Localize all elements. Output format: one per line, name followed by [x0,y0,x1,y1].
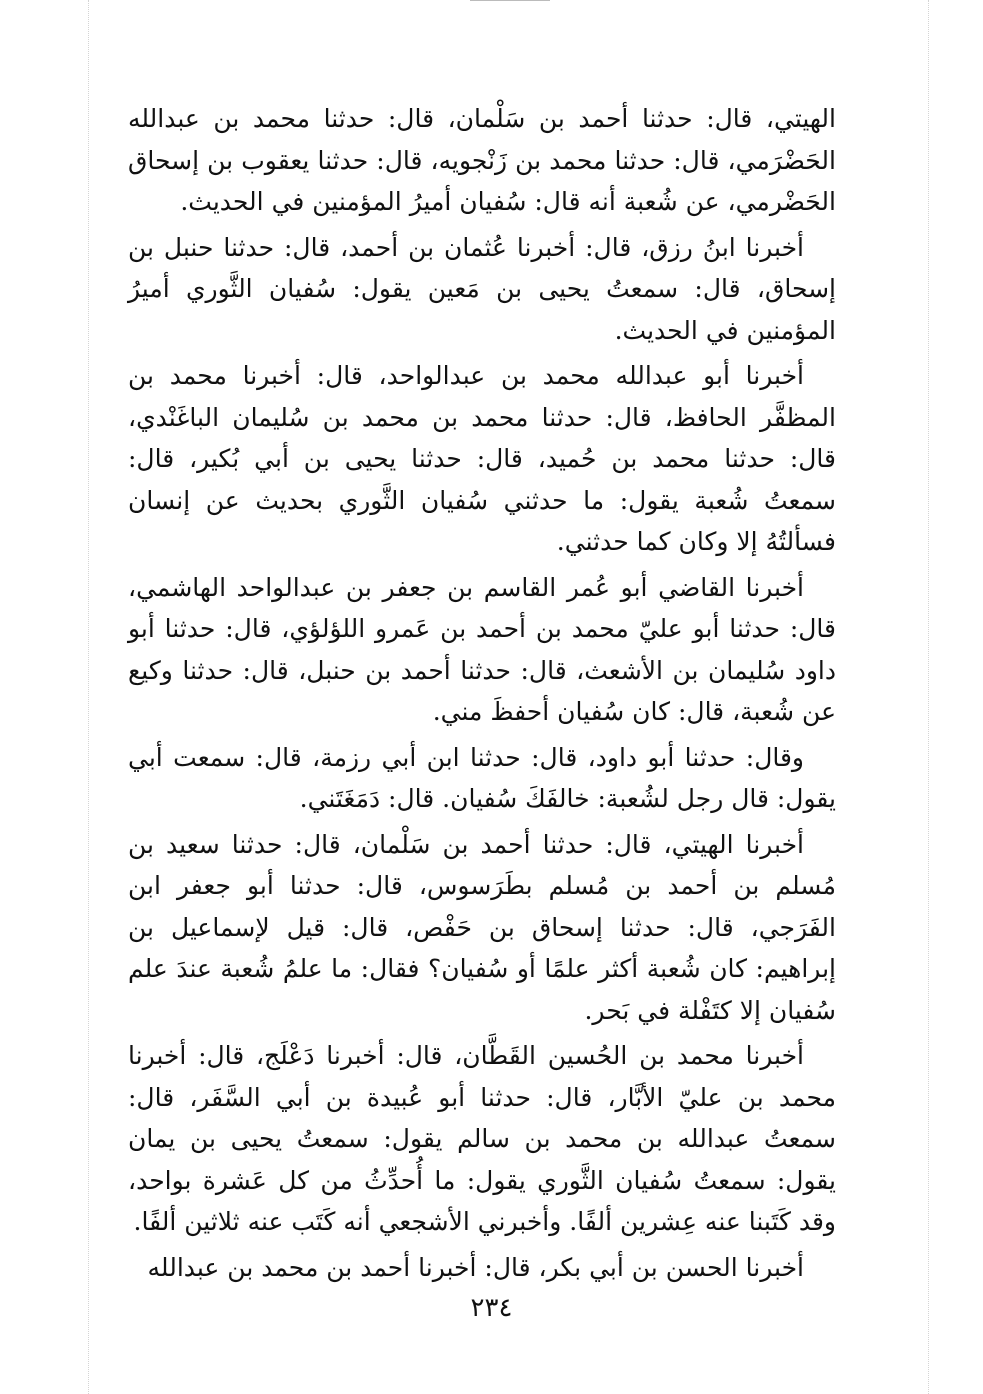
page-number: ٢٣٤ [470,1293,513,1323]
paragraph-2: أخبرنا ابنُ رزق، قال: أخبرنا عُثمان بن أحمد، قال: حدثنا حنبل بن إسحاق، قال: سمعتُ يحيى بن مَعين يقول: سُفيان الثَّوري أميرُ المؤمنين في الحديث. [128,232,836,345]
paragraph-5: وقال: حدثنا أبو داود، قال: حدثنا ابن أبي رزمة، قال: سمعت أبي يقول: قال رجل لشُعبة: خالفَكَ سُفيان. قال: دَمَغَتَني. [128,742,836,813]
paragraph-4: أخبرنا القاضي أبو عُمر القاسم بن جعفر بن عبدالواحد الهاشمي، قال: حدثنا أبو عليّ محمد بن أحمد بن عَمرو اللؤلؤي، قال: حدثنا أبو داود سُليمان بن الأشعث، قال: حدثنا أحمد بن حنبل، قال: حدثنا وكيع عن شُعبة، قال: كان سُفيان أحفظَ مني. [128,572,836,726]
paragraph-8: أخبرنا الحسن بن أبي بكر، قال: أخبرنا أحمد بن محمد بن عبدالله [147,1252,804,1282]
fold-line-right [928,0,929,1394]
scan-edge-mark [470,0,550,9]
paragraph-1: الهيتي، قال: حدثنا أحمد بن سَلْمان، قال: حدثنا محمد بن عبدالله الحَضْرَمي، قال: حدثنا محمد بن زَنْجويه، قال: حدثنا يعقوب بن إسحاق الحَضْرمي، عن شُعبة أنه قال: سُفيان أميرُ المؤمنين في الحديث. [128,104,836,216]
paragraph-7: أخبرنا محمد بن الحُسين القَطَّان، قال: أخبرنا دَعْلَج، قال: أخبرنا محمد بن عليّ الأبَّار، قال: حدثنا أبو عُبيدة بن أبي السَّفَر، قال: سمعتُ عبدالله بن محمد بن سالم يقول: سمعتُ يحيى بن يمان يقول: سمعتُ سُفيان الثَّوري يقول: ما أُحدِّثُ من كل عَشرة بواحد، وقد كَتَبنا عنه عِشرين ألفًا. وأخبرني الأشجعي أنه كَتَب عنه ثلاثين ألفًا. [128,1041,836,1236]
paragraph-3: أخبرنا أبو عبدالله محمد بن عبدالواحد، قال: أخبرنا محمد بن المظفَّر الحافظ، قال: حدثنا محمد بن محمد بن سُليمان الباغَنْدي، قال: حدثنا محمد بن حُميد، قال: حدثنا يحيى بن أبي بُكير، قال: سمعتُ شُعبة يقول: ما حدثني سُفيان الثَّوري بحديث عن إنسان فسألتُهُ إلا وكان كما حدثني. [128,361,836,556]
body-text [128,98,836,1288]
fold-line-left [88,0,89,1394]
paragraph-6: أخبرنا الهيتي، قال: حدثنا أحمد بن سَلْمان، قال: حدثنا سعيد بن مُسلم بن أحمد بن مُسلم بطَرَسوس، قال: حدثنا أبو جعفر ابن الفَرَجي، قال: حدثنا إسحاق بن حَفْص، قال: قيل لإسماعيل بن إبراهيم: كان شُعبة أكثر علمًا أو سُفيان؟ فقال: ما علمُ شُعبة عندَ علم سُفيان إلا كتَفْلة في بَحر. [128,829,836,1025]
